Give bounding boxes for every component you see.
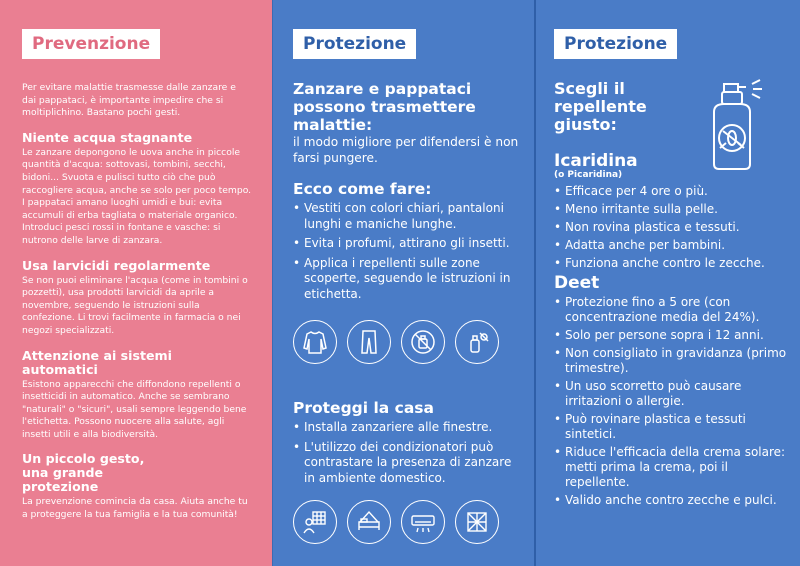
diseases-heading: Zanzare e pappataci possono trasmettere malattie: [293, 80, 476, 134]
list-item: • Non rovina plastica e tessuti. [554, 220, 792, 235]
section-heading: Niente acqua stagnante [22, 129, 193, 145]
diseases-lead: il modo migliore per difendersi è non farsi pungere. [293, 135, 519, 165]
list-item: • Protezione fino a 5 ore (con concentrazione media del 24%). [554, 295, 792, 325]
list-item: • Un uso scorretto può causare irritazioni o allergie. [554, 379, 792, 409]
list-item: • Applica i repellenti sulle zone scoperte, seguendo le istruzioni in etichetta. [293, 256, 522, 303]
deet-list [554, 295, 792, 508]
section-text: Le zanzare depongono le uova anche in piccole quantità d'acqua: sottovasi, tombini, secchi, bidoni... Svuota e pulisci tutto ciò che può raccogliere acqua, anche se solo per poco tempo. I pappataci amano luoghi umidi e bui: evita accumuli di erba tagliata o materiale organico. Introduci pesci rossi in fontane e vasche: si nutrono delle larve di zanzara. [22, 146, 252, 246]
window-screen-icon [455, 500, 499, 544]
list-item: • Evita i profumi, attirano gli insetti. [293, 236, 522, 252]
list-item: • Vestiti con colori chiari, pantaloni lunghi e maniche lunghe. [293, 201, 522, 232]
section-heading: Usa larvicidi regolarmente [22, 257, 211, 273]
list-item: • Valido anche contro zecche e pulci. [554, 493, 792, 508]
list-item: • Non consigliato in gravidanza (primo trimestre). [554, 346, 792, 376]
person-window-net-icon [293, 500, 337, 544]
prevention-column [0, 0, 272, 566]
icaridina-title: Icaridina [554, 151, 638, 171]
protection-body [293, 80, 522, 364]
list-item: • Installa zanzariere alle finestre. [293, 420, 522, 436]
protection-column [272, 0, 534, 566]
list-item: • Funziona anche contro le zecche. [554, 256, 792, 271]
home-icons [293, 500, 522, 544]
icaridina-list [554, 184, 792, 271]
repellent-body [554, 80, 792, 511]
icaridina-subtitle: (o Picaridina) [554, 170, 623, 180]
home-list [293, 420, 522, 486]
protection-icons [293, 320, 522, 364]
list-item: • Efficace per 4 ore o più. [554, 184, 792, 199]
how-heading: Ecco come fare: [293, 180, 432, 198]
no-perfume-icon [401, 320, 445, 364]
long-sleeve-shirt-icon [293, 320, 337, 364]
section-heading: Attenzione ai sistemi automatici [22, 347, 172, 377]
home-heading: Proteggi la casa [293, 399, 434, 417]
section-text: Esistono apparecchi che diffondono repellenti o insetticidi in automatico. Anche se sembrano "naturali" o "sicuri", usali sempre leggendo bene l'etichetta. Possono nuocere alla salute, agli insetti utili e alla biodiversità. [22, 378, 247, 440]
prevention-intro: Per evitare malattie trasmesse dalle zanzare e dai pappataci, è importante impedire che si moltiplichino. Bastano pochi gesti. [22, 82, 236, 119]
repellent-heading: Scegli il repellente giusto: [554, 79, 647, 134]
section-text: La prevenzione comincia da casa. Aiuta anche tu a proteggere la tua famiglia e la tua comunità! [22, 496, 248, 521]
repellent-title: Protezione [554, 29, 677, 59]
list-item: • Riduce l'efficacia della crema solare: metti prima la crema, poi il repellente. [554, 445, 792, 490]
section-text: Se non puoi eliminare l'acqua (come in tombini o pozzetti), usa prodotti larvicidi da aprile a novembre, seguendo le istruzioni sulla confezione. Li trovi facilmente in farmacia o nei negozi specializzati. [22, 274, 248, 336]
section-heading: Un piccolo gesto, una grande protezione [22, 451, 145, 495]
how-list [293, 201, 522, 302]
deet-title: Deet [554, 273, 600, 293]
list-item: • Può rovinare plastica e tessuti sintetici. [554, 412, 792, 442]
bed-net-icon [347, 500, 391, 544]
prevention-title: Prevenzione [22, 29, 160, 59]
list-item: • Solo per persone sopra i 12 anni. [554, 328, 792, 343]
list-item: • L'utilizzo dei condizionatori può contrastare la presenza di zanzare in ambiente domestico. [293, 440, 522, 487]
prevention-body [22, 82, 252, 522]
repellent-spray-icon [455, 320, 499, 364]
home-section [293, 399, 522, 544]
air-conditioner-icon [401, 500, 445, 544]
long-pants-icon [347, 320, 391, 364]
list-item: • Adatta anche per bambini. [554, 238, 792, 253]
protection-title: Protezione [293, 29, 416, 59]
list-item: • Meno irritante sulla pelle. [554, 202, 792, 217]
repellent-column [534, 0, 800, 566]
